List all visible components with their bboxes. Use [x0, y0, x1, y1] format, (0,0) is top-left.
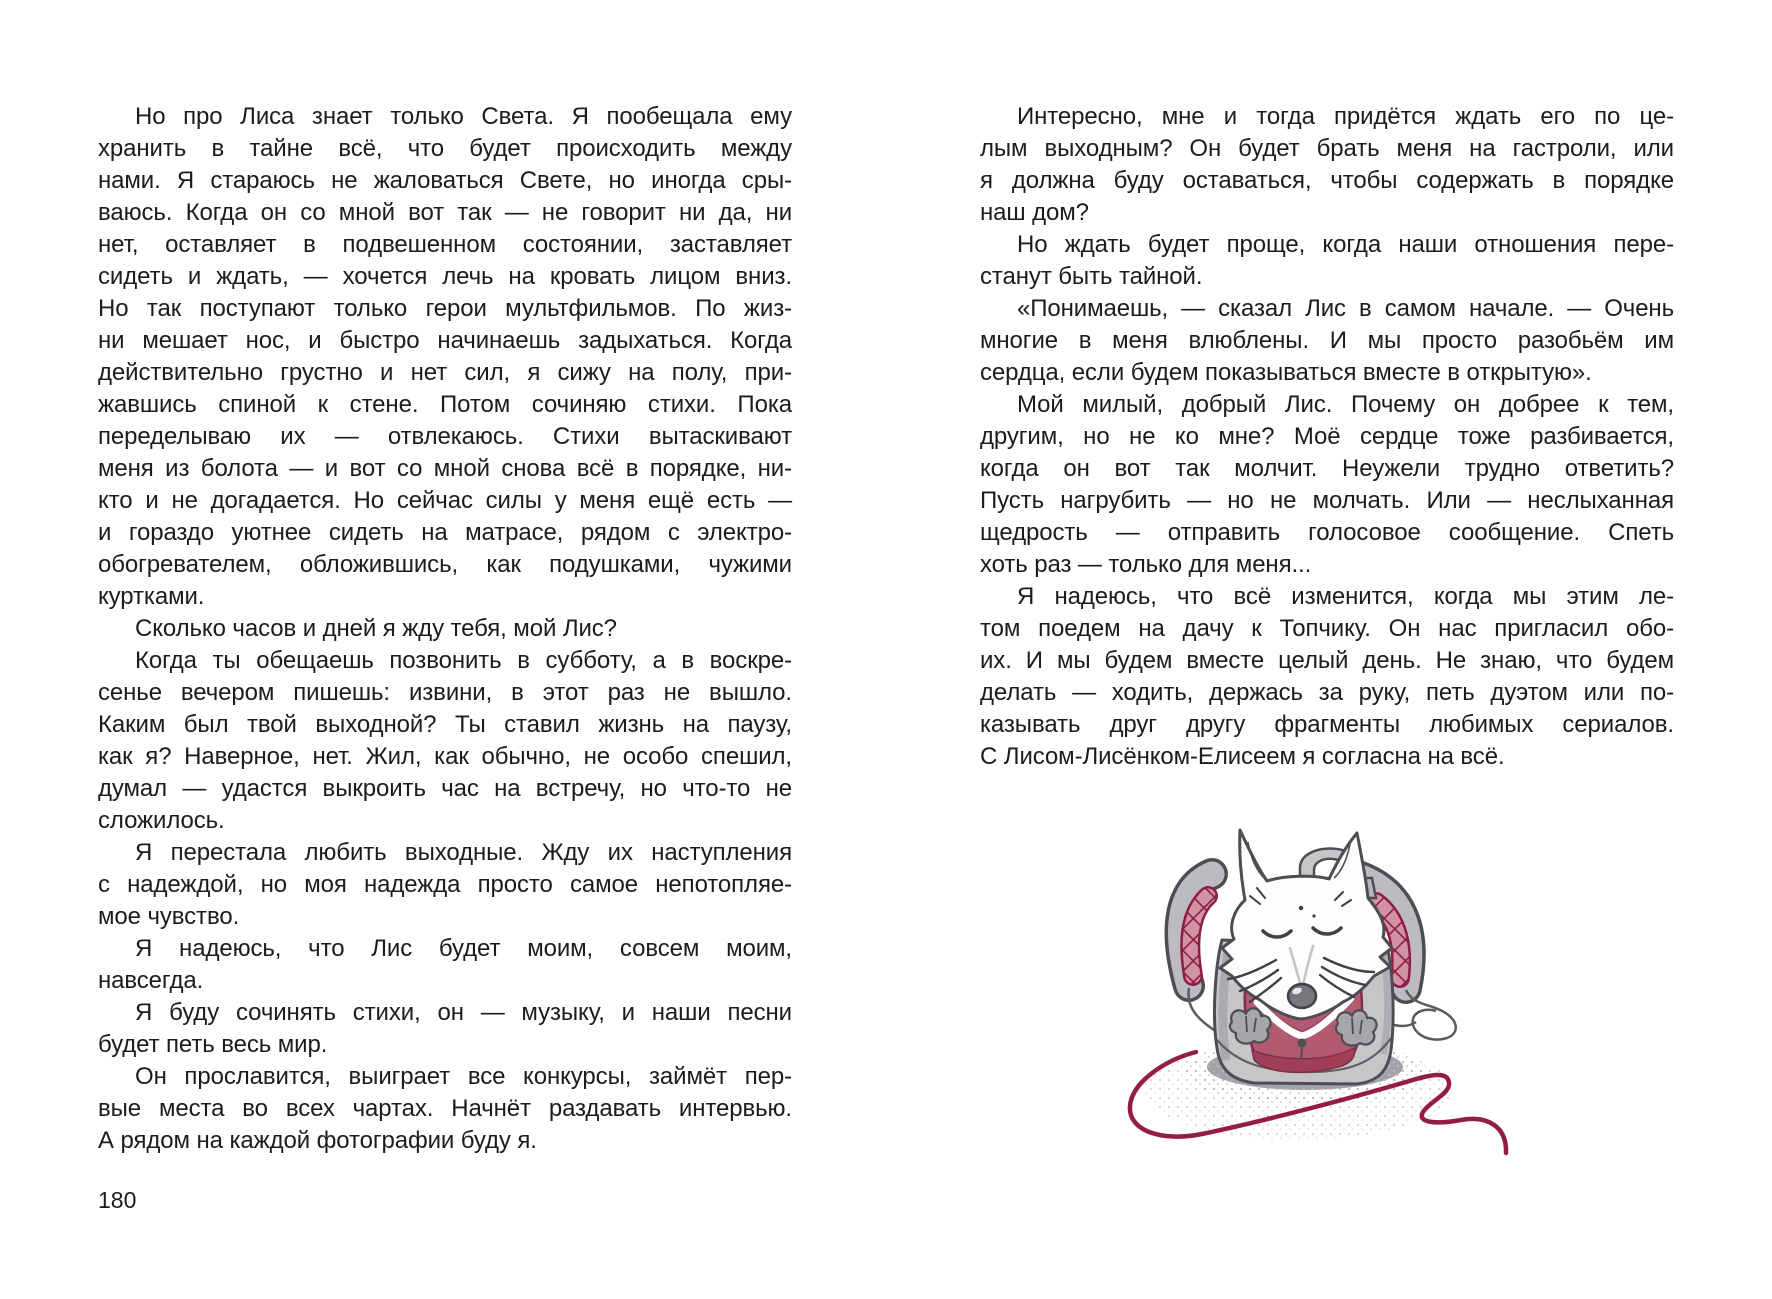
text-line: Но про Лиса знает только Света. Я пообещала ему: [135, 103, 792, 130]
text-line: наш дом?: [980, 199, 1089, 226]
text-line: как я? Наверное, нет. Жил, как обычно, не особо спешил,: [98, 743, 792, 770]
text-line: другим, но не ко мне? Моё сердце тоже разбивается,: [980, 423, 1674, 450]
text-line: нами. Я стараюсь не жаловаться Свете, но иногда сры-: [98, 167, 792, 194]
text-line: куртками.: [98, 583, 205, 610]
text-line: С Лисом-Лисёнком-Елисеем я согласна на всё.: [980, 743, 1505, 770]
text-line: хранить в тайне всё, что будет происходить между: [98, 135, 792, 162]
text-line: сенье вечером пишешь: извини, в этот раз не вышло.: [98, 679, 792, 706]
text-line: сердца, если будем показываться вместе в открытую».: [980, 359, 1592, 386]
text-line: сложилось.: [98, 807, 225, 834]
text-line: щедрость — отправить голосовое сообщение. Спеть: [980, 519, 1674, 546]
text-line: навсегда.: [98, 967, 204, 994]
page-left-text: [98, 101, 792, 1157]
text-line: вые места во всех чартах. Начнёт раздавать интервью.: [98, 1095, 792, 1122]
text-line: я должна буду оставаться, чтобы содержать в порядке: [980, 167, 1674, 194]
text-line: меня из болота — и вот со мной снова всё в порядке, ни-: [98, 455, 792, 482]
text-line: переделываю их — отвлекаюсь. Стихи вытаскивают: [98, 423, 792, 450]
page-number: 180: [98, 1187, 137, 1213]
text-line: Я буду сочинять стихи, он — музыку, и наши песни: [135, 999, 792, 1026]
text-line: многие в меня влюблены. И мы просто разобьём им: [980, 327, 1674, 354]
text-line: ваюсь. Когда он со мной вот так — не говорит ни да, ни: [98, 199, 792, 226]
text-line: обогревателем, обложившись, как подушками, чужими: [98, 551, 792, 578]
text-line: кто и не догадается. Но сейчас силы у меня ещё есть —: [98, 487, 792, 514]
text-line: сидеть и ждать, — хочется лечь на кровать лицом вниз.: [98, 263, 792, 290]
text-line: «Понимаешь, — сказал Лис в самом начале. — Очень: [1017, 295, 1674, 322]
text-line: Интересно, мне и тогда придётся ждать его по це-: [1017, 103, 1674, 130]
text-line: А рядом на каждой фотографии буду я.: [98, 1127, 537, 1154]
text-line: лым выходным? Он будет брать меня на гастроли, или: [980, 135, 1674, 162]
text-line: делать — ходить, держась за руку, петь дуэтом или по-: [980, 679, 1674, 706]
text-line: Я надеюсь, что всё изменится, когда мы этим ле-: [1017, 583, 1674, 610]
text-line: с надеждой, но моя надежда просто самое непотопляе-: [98, 871, 792, 898]
text-line: том поедем на дачу к Топчику. Он нас пригласил обо-: [980, 615, 1674, 642]
text-line: Но так поступают только герои мультфильмов. По жиз-: [98, 295, 792, 322]
text-line: Пусть нагрубить — но не молчать. Или — неслыханная: [980, 487, 1674, 514]
text-line: действительно грустно и нет сил, я сижу на полу, при-: [98, 359, 792, 386]
text-line: нет, оставляет в подвешенном состоянии, заставляет: [98, 231, 792, 258]
text-line: мое чувство.: [98, 903, 240, 930]
text-line: станут быть тайной.: [980, 263, 1203, 290]
text-line: их. И мы будем вместе целый день. Не знаю, что будем: [980, 647, 1674, 674]
fox-backpack-illustration: [960, 790, 1520, 1210]
text-line: и гораздо уютнее сидеть на матрасе, рядом с электро-: [98, 519, 792, 546]
text-line: когда он вот так молчит. Неужели трудно ответить?: [980, 455, 1674, 482]
text-line: хоть раз — только для меня...: [980, 551, 1312, 578]
text-line: ни мешает нос, и быстро начинаешь задыхаться. Когда: [98, 327, 792, 354]
page-right-text: [980, 101, 1674, 773]
text-line: Когда ты обещаешь позвонить в субботу, а в воскре-: [135, 647, 792, 674]
text-line: казывать друг другу фрагменты любимых сериалов.: [980, 711, 1674, 738]
text-line: будет петь весь мир.: [98, 1031, 328, 1058]
text-line: Но ждать будет проще, когда наши отношения пере-: [1017, 231, 1674, 258]
text-line: думал — удастся выкроить час на встречу, но что-то не: [98, 775, 792, 802]
text-line: Я перестала любить выходные. Жду их наступления: [135, 839, 792, 866]
text-line: Сколько часов и дней я жду тебя, мой Лис?: [135, 615, 617, 642]
text-line: Мой милый, добрый Лис. Почему он добрее к тем,: [1017, 391, 1674, 418]
text-line: Он прославится, выиграет все конкурсы, займёт пер-: [135, 1063, 792, 1090]
text-line: Я надеюсь, что Лис будет моим, совсем моим,: [135, 935, 792, 962]
fox-nose: [1288, 984, 1316, 1008]
text-line: жавшись спиной к стене. Потом сочиняю стихи. Пока: [98, 391, 792, 418]
text-line: Каким был твой выходной? Ты ставил жизнь на паузу,: [98, 711, 792, 738]
